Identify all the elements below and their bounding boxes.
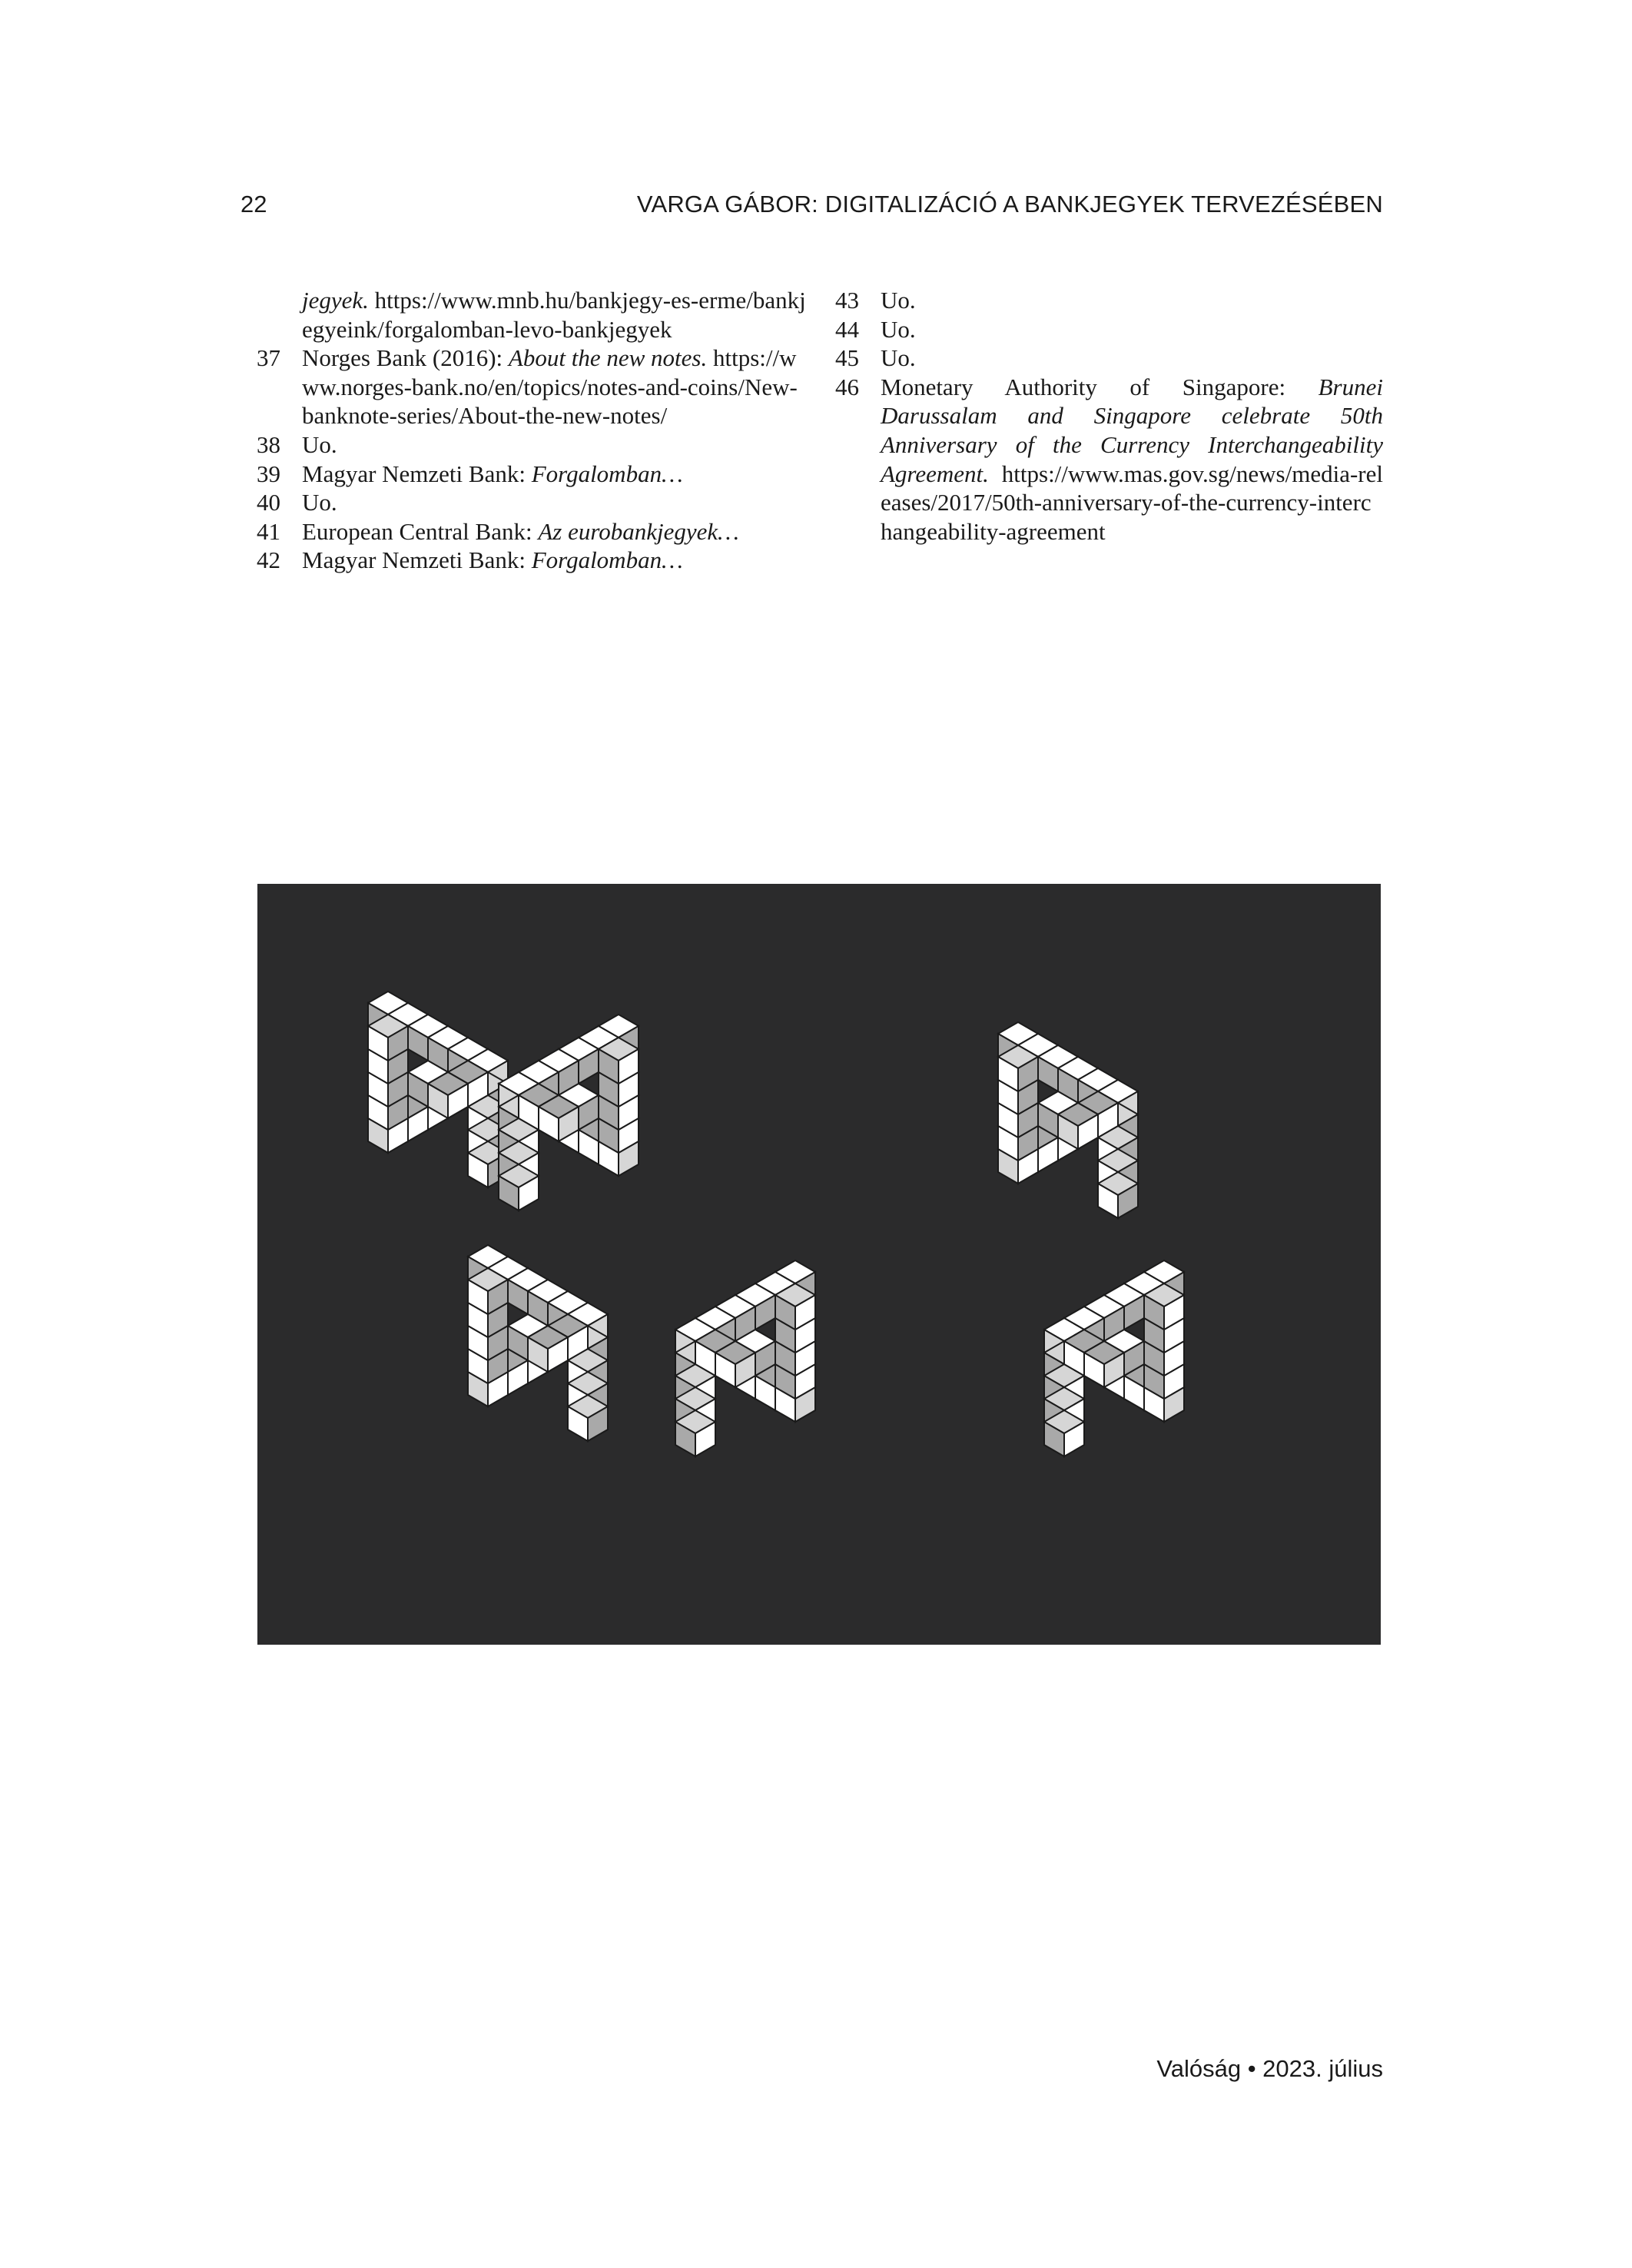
footnote-43 [819,286,1383,315]
figure-graphic [257,884,1381,1645]
footnote-number: 38 [257,430,280,458]
page-number: 22 [240,191,267,218]
footnote-42 [240,546,809,575]
footnotes-right-column [819,286,1383,546]
footnote-text: Uo. [881,287,916,314]
footnote-41 [240,517,809,546]
footnote-italic: Forgalomban… [531,546,683,574]
footnote-text: Uo. [302,489,337,516]
footnote-source: Magyar Nemzeti Bank: [302,460,532,487]
footnote-40 [240,488,809,517]
figure-shape [998,1022,1138,1218]
figure-shape [675,1260,815,1456]
page-header [240,188,1383,221]
footnote-continuation [240,286,809,344]
footnote-45 [819,344,1383,373]
footnote-number: 41 [257,517,280,545]
footnote-46 [819,373,1383,546]
footnote-number: 40 [257,489,280,516]
footnote-number: 37 [257,344,280,372]
footnote-url[interactable]: https://www.mnb.hu/bankjegy-es-erme/bankjegyeink/forgalomban-levo-bankjegyek [302,287,806,343]
figure-shape [499,1014,639,1210]
footnote-italic: Az eurobankjegyek… [538,517,739,545]
footnotes-left-column [240,286,809,575]
footnote-number: 39 [257,460,280,487]
running-title: VARGA GÁBOR: DIGITALIZÁCIÓ A BANKJEGYEK TERVEZÉSÉBEN [636,191,1383,218]
footnote-number: 46 [835,373,859,400]
footnote-italic: Forgalomban… [531,460,683,487]
footnote-number: 44 [835,315,859,343]
footnote-44 [819,315,1383,344]
footnote-source: Monetary Authority of Singapore: [881,373,1319,400]
footnote-url[interactable]: https://www.norges-bank.no/en/topics/notes-and-coins/New-banknote-series/About-the-new-notes/ [302,344,798,430]
figure-shape [1044,1260,1184,1456]
page-footer: Valóság • 2023. július [1156,2055,1383,2082]
footnote-number: 43 [835,287,859,314]
footnote-italic: About the new notes. [508,344,708,372]
footnote-italic: Brunei Darussalam and Singapore celebrate 50th Anniversary of the Currency Interchangeability Agreement. [881,373,1383,487]
footnote-source: Norges Bank (2016): [302,344,509,372]
footnote-text: Uo. [881,315,916,343]
figure-shape [368,991,508,1187]
footnote-37 [240,344,809,430]
figure-shape [468,1245,608,1441]
footnote-text: Uo. [302,430,337,458]
footnote-source: European Central Bank: [302,517,539,545]
footnote-text: Uo. [881,344,916,372]
footnote-source: Magyar Nemzeti Bank: [302,546,532,574]
footnote-number: 45 [835,344,859,372]
footnote-italic: jegyek. [302,287,369,314]
footnote-38 [240,430,809,460]
impossible-figure-illustration [257,884,1381,1645]
footnote-url[interactable]: https://www.mas.gov.sg/news/media-releases/2017/50th-anniversary-of-the-currency-interchangeability-agreement [881,460,1383,545]
footnote-number: 42 [257,546,280,574]
footnote-39 [240,460,809,489]
